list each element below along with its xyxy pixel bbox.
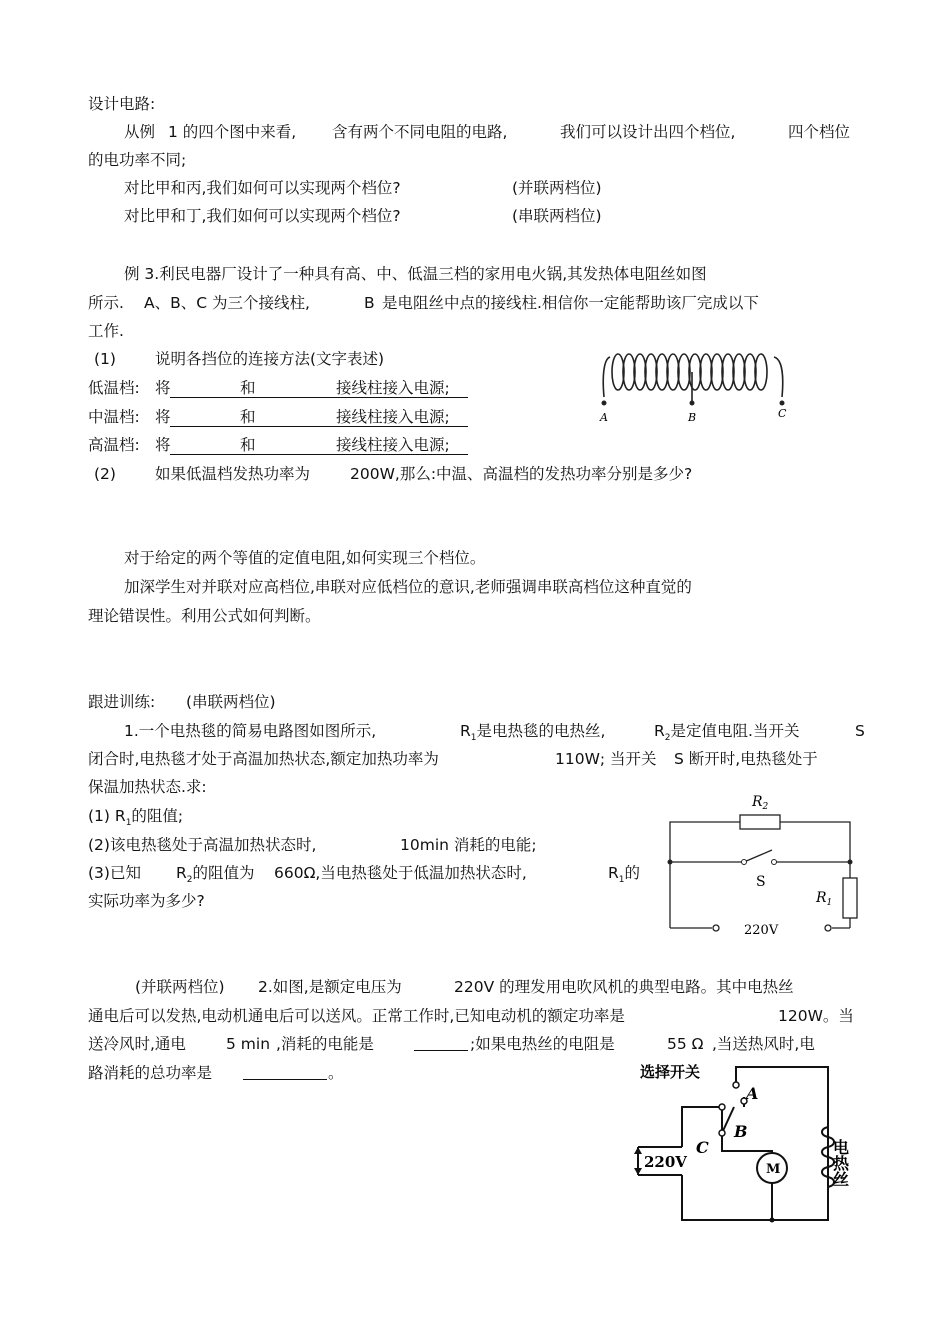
problem-text: ;如果电热丝的电阻是 <box>470 1035 615 1053</box>
sub-question: (2)该电热毯处于高温加热状态时, <box>88 836 317 854</box>
motor-label: M <box>766 1162 781 1177</box>
sub-question: $R_1$的 <box>608 864 641 886</box>
question-text: 如果低温档发热功率为 <box>155 465 311 483</box>
paragraph-text: 我们可以设计出四个档位, <box>560 123 736 141</box>
problem-text: 通电后可以发热,电动机通电后可以送风。正常工作时,已知电动机的额定功率是 <box>88 1007 625 1025</box>
answer-note: (串联两档位) <box>512 207 602 225</box>
row-label: 高温档: <box>88 436 140 454</box>
row-text: 接线柱接入电源; <box>336 436 450 454</box>
contact-c-label: C <box>696 1138 709 1157</box>
section-tag: (并联两档位) <box>135 978 225 996</box>
contact-a-label: A <box>746 1084 759 1103</box>
coil-diagram <box>596 345 786 425</box>
row-text: 接线柱接入电源; <box>336 379 450 397</box>
answer-note: (并联两档位) <box>512 179 602 197</box>
problem-text: 。 <box>328 1064 344 1082</box>
answer-blank-energy[interactable] <box>414 1050 468 1051</box>
question-text: 对比甲和丁,我们如何可以实现两个档位? <box>124 207 401 225</box>
problem-text: $R_2$是定值电阻.当开关 <box>654 722 800 744</box>
sub-question: 10min 消耗的电能; <box>400 836 537 854</box>
section-tag: (串联两档位) <box>186 693 276 711</box>
example-text: B <box>364 294 375 312</box>
row-text: 将 <box>155 408 171 426</box>
problem-text: 保温加热状态.求: <box>88 778 207 796</box>
row-text: 和 <box>240 379 256 397</box>
sub-question: $R_2$的阻值为 <box>176 864 255 886</box>
terminal-a-label: A <box>600 411 608 424</box>
r2-label: $R_2$ <box>752 794 769 812</box>
switch-s <box>744 850 772 862</box>
problem-text: 送冷风时,通电 <box>88 1035 186 1053</box>
problem-text: 5 min <box>226 1035 271 1053</box>
terminal-a <box>602 401 607 406</box>
problem-text: $R_1$是电热毯的电热丝, <box>460 722 606 744</box>
section-heading: 设计电路: <box>88 95 156 113</box>
row-label: 中温档: <box>88 408 140 426</box>
problem-text: 220V 的理发用电吹风机的典型电路。其中电热丝 <box>454 978 794 996</box>
example-text: A、B、C 为三个接线柱, <box>144 294 310 312</box>
r1-label: $R_1$ <box>816 890 833 908</box>
example-text: 是电阻丝中点的接线柱.相信你一定能帮助该厂完成以下 <box>382 294 759 312</box>
paragraph-text: 的电功率不同; <box>88 151 187 169</box>
terminal-b <box>690 401 695 406</box>
voltage-label: 220V <box>744 923 779 938</box>
answer-blank-power[interactable] <box>243 1079 327 1080</box>
row-text: 和 <box>240 436 256 454</box>
discussion-text: 加深学生对并联对应高档位,串联对应低档位的意识,老师强调串联高档位这种直觉的 <box>124 578 692 596</box>
coil-loops <box>603 354 782 403</box>
switch-label: 选择开关 <box>640 1063 701 1081</box>
problem-text: 110W; <box>555 750 606 768</box>
example-text: 所示. <box>88 294 124 312</box>
section-heading: 跟进训练: <box>88 693 156 711</box>
hair-dryer-circuit <box>626 1055 876 1230</box>
sub-question: 实际功率为多少? <box>88 892 205 910</box>
problem-text: 路消耗的总功率是 <box>88 1064 213 1082</box>
answer-line[interactable] <box>170 397 468 398</box>
paragraph-text: 含有两个不同电阻的电路, <box>332 123 508 141</box>
problem-text: 闭合时,电热毯才处于高温加热状态,额定加热功率为 <box>88 750 439 768</box>
resistor-r2 <box>740 815 780 829</box>
row-label: 低温档: <box>88 379 140 397</box>
sub-question: 660Ω,当电热毯处于低温加热状态时, <box>274 864 527 882</box>
paragraph-text: 从例 <box>124 123 156 141</box>
example-text: 例 3.利民电器厂设计了一种具有高、中、低温三档的家用电火锅,其发热体电阻丝如图 <box>124 265 707 283</box>
sub-question: (1) $R_1$的阻值; <box>88 807 184 829</box>
problem-text: ,当送热风时,电 <box>712 1035 815 1053</box>
electric-blanket-circuit <box>664 790 864 940</box>
question-text: 说明各挡位的连接方法(文字表述) <box>155 350 385 368</box>
question-number: (1) <box>94 350 116 368</box>
problem-text: ,消耗的电能是 <box>276 1035 374 1053</box>
example-text: 工作. <box>88 322 124 340</box>
problem-text: 1.一个电热毯的简易电路图如图所示, <box>124 722 377 740</box>
problem-text: S 断开时,电热毯处于 <box>674 750 818 768</box>
switch-label: S <box>756 874 766 890</box>
question-text: 200W,那么:中温、高温档的发热功率分别是多少? <box>350 465 693 483</box>
problem-text: 2.如图,是额定电压为 <box>258 978 402 996</box>
row-text: 将 <box>155 436 171 454</box>
answer-line[interactable] <box>170 454 468 455</box>
terminal-c <box>780 401 785 406</box>
problem-text: S <box>855 722 865 740</box>
paragraph-text: 四个档位 <box>788 123 851 141</box>
paragraph-text: 1 的四个图中来看, <box>168 123 297 141</box>
contact-b-label: B <box>734 1122 748 1141</box>
terminal-b-label: B <box>688 411 697 424</box>
question-text: 对比甲和丙,我们如何可以实现两个档位? <box>124 179 401 197</box>
voltage-label: 220V <box>644 1153 687 1171</box>
row-text: 和 <box>240 408 256 426</box>
question-number: (2) <box>94 465 116 483</box>
heater-label: 电热丝 <box>830 1139 850 1187</box>
discussion-text: 对于给定的两个等值的定值电阻,如何实现三个档位。 <box>124 549 486 567</box>
row-text: 接线柱接入电源; <box>336 408 450 426</box>
problem-text: 当开关 <box>610 750 657 768</box>
terminal-c-label: C <box>778 407 787 420</box>
answer-line[interactable] <box>170 426 468 427</box>
sub-question: (3)已知 <box>88 864 141 882</box>
problem-text: 120W。当 <box>778 1007 854 1025</box>
resistor-r1 <box>843 878 857 918</box>
discussion-text: 理论错误性。利用公式如何判断。 <box>88 607 321 625</box>
row-text: 将 <box>155 379 171 397</box>
problem-text: 55 Ω <box>667 1035 704 1053</box>
